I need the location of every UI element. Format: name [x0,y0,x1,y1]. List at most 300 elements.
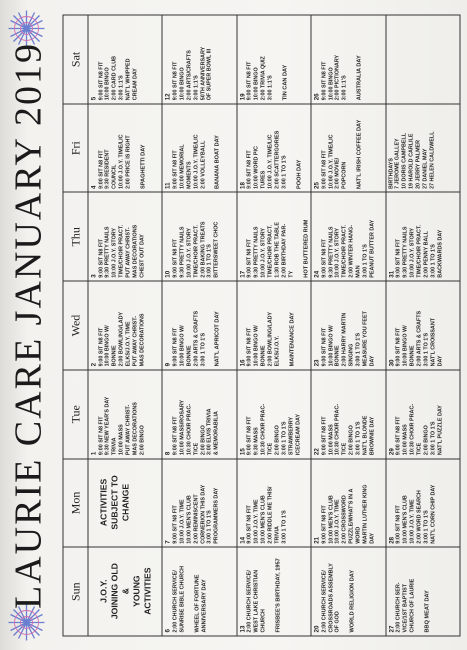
activity-line: 2:00 CHURCH SERVICE/ [171,569,178,632]
activity-line: 2:00 BINGO [273,424,280,455]
activity-line: OF GOD [334,610,341,632]
day-number: 1 [90,451,97,455]
day-number: 14 [238,536,246,544]
day-cell [236,103,310,192]
weekday-header: Tue [63,369,88,458]
activity-line: MEASURE YOU FEET [362,310,369,366]
day-cell [88,369,162,458]
activity-line: DAY [436,355,443,366]
day-number: 11 [164,181,172,189]
activity-line: 9:00 SIT N8 FIT [395,238,402,278]
activity-line: 3:00 1:1'S [118,74,125,100]
activity-line: MAS DECORATIONS [138,312,145,366]
day-cell [311,103,385,192]
activity-line: NAT'L WHIPPED [125,57,132,100]
activity-line: PEANUT BUTTER DAY [369,219,376,278]
activity-line: BONNIE [111,344,118,366]
day-number: 18 [238,181,246,189]
day-cell [162,192,236,281]
activity-line: SINGING [348,343,355,366]
day-cell [236,15,310,104]
calendar-grid [62,14,460,636]
activity-line: 1:30 ROB THE TABLE [273,221,280,278]
day-number: 29 [387,447,395,455]
activity-line: 2:00 WORD SEARCH [415,489,422,544]
day-cell [88,192,162,281]
activity-line: 2:00 BINGO [138,424,145,455]
activity-line: 10:00 BINGO W/ [178,324,185,366]
activity-line: TURES [260,170,267,189]
activity-line: CROSSROADS ASSEMBLY [327,562,334,632]
activity-line: 10:00 MEN'S CLUB [401,494,408,544]
activity-line: 2:00 REMINISCENT [192,493,199,544]
weekday-header: Sun [63,547,88,636]
day-cell [385,458,459,547]
day-cell [311,369,385,458]
activity-line: 2:00 BOWLING/LADY [118,311,125,366]
day-observance: MAINTENANCE DAY [288,311,295,366]
activity-line: STRAWBERRY [287,416,294,455]
activity-line: BIRTHDAYS [387,157,394,189]
day-cell [162,369,236,458]
activity-line: 9:00 SIT N8 FIT [320,327,327,366]
activity-line: 10:00 WORD PIC [253,145,260,189]
activity-line: 2:00 RIDDLE ME THIS/ [267,486,273,544]
cell-heading: & [120,587,130,594]
activity-line: 10:00 J.O.Y. TIME/LIC [267,133,273,189]
day-cell [88,103,162,192]
activity-line: 9:00 SIT N8 FIT [171,149,178,189]
day-cell [311,458,385,547]
activity-line: 10:30 CHOIR PRAC- [185,403,192,455]
activity-line: 3:00 1 TO 1'S [206,509,213,544]
day-number: 20 [313,625,321,632]
cell-heading: CHANGE [120,483,130,521]
day-number: 30 [387,359,395,366]
activity-line: 10:00 J.O.Y. STORY [260,227,267,278]
activity-line: 9:00 SIT N8 FIT [97,238,104,278]
activity-line: BROWNIE DAY [369,416,376,455]
activity-line: 2:00 CHURCH SERVICE/ [320,569,327,632]
activity-line: 2:00 TRIVIA QUIZ [260,55,267,100]
day-cell [162,15,236,104]
activity-line: 9:00 SIT N8 FIT [246,238,253,278]
activity-line: CORNER/ON THIS DAY [199,484,206,544]
day-number: 31 [387,270,395,278]
activity-line: 9:30 PRETTY NAILS [104,226,111,278]
activity-line: 9:00 SIT N8 FIT [395,504,402,544]
activity-line: TICE [267,442,273,455]
activity-line: SUNRISE BIBLE CHURCH [178,565,185,632]
activity-line: 2:00 CHURCH SERVICE/ [246,569,253,632]
activity-line: 10:00 MASS/ROSARY [178,399,185,455]
activity-line: 2:00 WINTER HANG- [348,224,355,278]
activity-line: 2:00 HARRY MARTIN [341,312,348,366]
day-number: 28 [387,536,395,544]
day-cell [311,192,385,281]
spacer [186,549,194,632]
day-number: 2 [90,362,97,366]
activity-line: MARTIN LUTHER KING [362,484,369,544]
calendar-weeks [88,15,460,636]
spacer [206,106,214,189]
activity-line: TICE [341,442,348,455]
activity-line: 3:00 1 TO 1'S [355,332,362,366]
week-row [311,15,385,636]
activity-line: 9:00 SIT N8 FIT [320,415,327,455]
week-row [162,15,236,636]
activity-line: 9:00 SIT N8 FIT [171,504,178,544]
day-number: 3 [90,273,97,278]
activity-line: 10:00 BINGO W/ [401,324,408,366]
cell-heading: SUBJECT TO [109,474,119,530]
week-row [236,15,310,636]
activity-line: ICECREAM DAY [294,413,301,455]
activity-line: 2:00 CHURCH SER- [395,581,402,632]
activity-line: 9:30 NEW YEAR'S DAY [104,396,111,455]
activity-line: 2:00 BAKING TREATS [199,220,206,278]
day-cell [162,281,236,370]
activity-line: 2:00 CARD CLUB [111,55,118,100]
activity-line: MOMENTS [185,160,192,189]
activity-line: 7 JEROME GALLEY [394,137,401,189]
day-observance: TIN CAN DAY [281,64,288,100]
activity-line: DAY [369,355,376,366]
day-observance: BANANA BOAT DAY [214,134,221,189]
activity-line: 9:00 SIT N8 FIT [97,327,104,366]
day-cell [236,547,310,636]
activity-line: 2:00 PENNY BALL [422,230,429,278]
activity-line: 3:00 1 TO 1'S [422,509,429,544]
activity-line: 10:30 CHOIR PRAC- [334,403,341,455]
day-cell [385,192,459,281]
spacer [267,549,275,632]
activity-line: 3:00 1 TO 1'S [280,509,287,544]
spacer [288,106,296,189]
activity-line: 10:00 BINGO [327,66,334,100]
activity-line: 3:00 1 TO 1'S [206,243,213,278]
cell-heading: JOINING OLD [109,562,119,619]
activity-line: 27 DANIEL MAY [422,148,429,189]
activity-line: 2:00 ARTS & CRAFTS [192,310,199,366]
day-observance: NAT'L IRISH COFFEE DAY [356,119,363,189]
activity-line: ELKS/J.O.Y. TIME [125,320,132,366]
day-cell [236,192,310,281]
activity-line: 10:00 J.O.Y. STORY [185,227,192,278]
activity-line: 10:00 J.O.Y. TIME/LIC [118,133,125,189]
activity-line: PUZZLE/WHAT'S IN A [348,488,355,544]
activity-line: 2:00 ARTS & CRAFTS [415,310,422,366]
activity-line: 2:00 MOVIE/ [334,157,341,189]
activity-line: TIME/CHOIR PRACT. [341,224,348,278]
activity-line: 3:00 1:1'S [192,74,199,100]
activity-line: 9:00 SIT N8 FIT [246,149,253,189]
day-cell [162,547,236,636]
activity-line: 9:00 SIT N8 FIT [171,415,178,455]
activity-line: TRIVIA [273,525,280,544]
activity-line: COUNCIL [111,163,118,189]
activity-line: 3:00 1 TO 1'S [355,421,362,455]
day-observance: WHEEL OF FORTUNE ANNIVERSARY DAY [193,573,207,632]
activity-line: 3:00 1 TO 1'S [280,421,287,455]
day-number: 13 [238,625,246,632]
day-number: 26 [313,92,321,100]
activity-line: 10:00 J.O.Y. STORY [408,227,415,278]
day-number: 24 [313,270,321,278]
activity-line: 3:00 1 TO 1'S [422,332,429,366]
day-number: 12 [164,92,172,100]
activity-line: BACKWARDS DAY [436,229,443,278]
activity-line: 2:00 CROSSWORD [341,494,348,544]
activity-line: NAT'L CROISSANT [429,317,436,366]
day-number: 17 [238,270,246,278]
activity-line: 20 JERRY PALMER [415,139,422,189]
day-cell [385,281,459,370]
day-number: 4 [90,185,97,189]
activity-line: 10:30 CHOIR PRAC- [408,403,415,455]
day-observance: SPAGHETTI DAY [140,144,147,189]
activity-line: VICE/1ST BAPTIST [401,583,408,632]
activity-line: PROGRAMMERS DAY [213,487,220,544]
activity-line: 2:00 PICTIONARY [334,54,341,100]
activity-line: 3:00 1 TO 1'S [429,243,436,278]
activity-line: 10:00 MEN'S CLUB [185,494,192,544]
activity-line: 10:00 BINGO [178,66,185,100]
day-cell [311,281,385,370]
activity-line: BONNIE [334,344,341,366]
activity-line: 10:00 MEN'S CLUB [327,494,334,544]
day-cell [162,103,236,192]
activity-line: 9:00 SIT N8 FIT [320,238,327,278]
activity-line: 27 HELEN CALDWELL [429,130,435,189]
activity-line: 10:00 MEN'S CLUB [260,494,267,544]
day-cell [88,547,162,636]
activity-line: 2:00 BINGO [422,424,429,455]
activity-line: 3:00 ELVIS TRIVIA [206,407,213,455]
spacer [341,549,349,632]
activity-line: BONNIE [185,344,192,366]
activity-line: 2:00 BINGO [348,424,355,455]
activity-line: NAT'L CORN CHIP DAY [429,484,436,544]
day-cell [236,458,310,547]
day-observance: POOH DAY [295,159,302,189]
spacer [206,283,214,366]
day-number: 7 [164,539,172,544]
day-number: 16 [238,359,246,366]
activity-line: 9:00 SIT N8 FIT [97,61,104,100]
spacer [274,17,282,100]
activity-line: 2:00 SCATTERGORIES [273,130,280,189]
activity-line: 2:00 BOWLING/LADY [267,311,273,366]
weekday-header: Wed [63,281,88,370]
activity-line: WEST LAKE CHRISTIAN [253,569,260,632]
day-observance: AUSTRALIA DAY [356,54,363,100]
weekday-header: Thu [63,192,88,281]
activity-line: 9:00 SIT N8 FIT [171,238,178,278]
activity-line: 9:30 PRETTY NAILS [253,226,260,278]
day-cell [88,281,162,370]
day-number: 27 [387,625,395,632]
day-observance: FRISBEE'S BIRTHDAY, 1957 [275,557,281,632]
activity-line: 9:30 PRETTY NAILS [178,226,185,278]
activity-line: TY [287,270,294,278]
activity-line: 9:00 SIT N8 FIT [171,327,178,366]
activity-line: 10:00 BINGO W/ [104,324,111,366]
day-cell [88,458,162,547]
calendar-title: LAURIE CARE JANUARY 2019 [7,41,49,609]
activity-line: 10:00 J.O.Y. TIME [253,498,260,544]
day-number: 21 [313,536,321,544]
activity-line: CREAM DAY [132,67,139,100]
activity-line: ELKS/J.O.Y. [273,335,280,366]
activity-line: 3:00 1:1'S [267,74,273,100]
weekday-header: Mon [63,458,88,547]
activity-line: TIME/CHOIR PRACT. [118,224,125,278]
day-number: 25 [313,181,321,189]
activity-line: 9:00 SIT N8 FIT [97,415,104,455]
activity-line: MAS DECORATIONS [132,401,139,455]
activity-line: POPCORN [341,161,348,189]
activity-line: 9:30 MASS [253,426,260,455]
day-number: 22 [313,447,321,455]
activity-line: 10:00 BINGO W/ [253,324,260,366]
week-row [88,15,162,636]
activity-line: 9:30 PRETTY NAILS [401,226,408,278]
activity-line: 2:00 PRICE IS RIGHT [125,134,132,189]
activity-line: TIME/CHOIR PRACT. [267,224,273,278]
activity-line: BITTERSWEET CHOC [213,221,220,278]
day-cell [236,369,310,458]
activity-line: 3:00 1 TO 1'S [362,243,369,278]
activity-line: 9:00 SIT N8 FIT [97,149,104,189]
activity-line: 9:00 SIT N8 FIT [246,327,253,366]
activity-line: MAS DECORATIONS [132,224,139,278]
activity-line: DAY [369,532,376,544]
activity-line: TIME/CHOIR PRACT. [415,224,422,278]
activity-line: TRIVIA [111,436,118,455]
activity-line: 3:00 1:1'S [341,74,348,100]
activity-line: CHURCH OF LAURIE [408,578,415,632]
day-number: 23 [313,359,321,366]
day-number: 10 [164,270,172,278]
activity-line: 9:00 SIT N8 FIT [320,61,327,100]
activity-line: 9:00 SIT N8 FIT [246,415,253,455]
activity-line: 9:00 SIT N8 FIT [320,504,327,544]
spacer [416,549,424,632]
day-observance: WORLD RELIGION DAY [349,569,356,632]
day-cell [88,15,162,104]
activity-line: 9:00 SIT N8 FIT [246,61,253,100]
activity-line: TICE [415,442,422,455]
activity-line: 9:00 SIT N8 FIT [171,61,178,100]
activity-line: CHEST OUT DAY [138,233,145,278]
activity-line: 19 HAROLD CARLILE [408,133,415,189]
day-number: 8 [164,451,172,455]
day-number: 15 [238,447,246,455]
activity-line: 10:00 MASS [327,423,334,455]
day-number: 6 [164,628,172,632]
activity-line: 10:00 J.O.Y. TIME [334,498,341,544]
activity-line: 10 DORIS CAMPBELL [401,132,408,189]
activity-line: PUT AWAY CHRIST- [125,226,132,278]
activity-line: 10:00 J.O.Y. TIME [408,498,415,544]
activity-line: NAT'L BLONDE [362,415,369,455]
day-cell [311,15,385,104]
activity-line: TICE [192,442,199,455]
day-number: 9 [164,362,172,366]
activity-line: 9:30 PRETTY NAILS [327,226,334,278]
week-row [385,15,459,636]
activity-line: BONNIE [260,344,267,366]
activity-line: 10:00 BINGO [253,66,260,100]
activity-line: 10:00 BINGO W/ [327,324,334,366]
activity-line: 10:00 MASS [118,423,125,455]
activity-line: PUT AWAY CHRIST- [132,315,139,366]
activity-line: PUT AWAY CHRIST- [125,404,132,455]
activity-line: 3:00 1 TO 1'S [199,332,206,366]
activity-line: OF SUPER BOWL III [206,48,213,100]
activity-line: WORD [355,526,362,544]
day-cell [385,547,459,636]
activity-line: 3:00 1 TO 1'S [280,154,287,189]
day-cell [311,547,385,636]
day-observance: HOT BUTTERED RUM [302,219,309,278]
activity-line: 9:00 SIT N8 FIT [246,504,253,544]
spacer [348,106,356,189]
day-observance: NAT'L APRICOT DAY [214,310,221,366]
activity-line: 10:00 J.O.Y. STORY [111,227,118,278]
activity-line: 2:00 ARTS/CRAFTS [185,49,192,100]
activity-line: 10:00 J.O.Y. TIME/LIC [327,133,334,189]
spacer [281,283,289,366]
weekday-header: Sat [63,15,88,104]
day-observance: BBQ MEAT DAY [423,589,430,632]
day-cell [385,103,459,192]
day-cell [385,15,459,104]
cell-heading: ACTIVITIES [142,567,152,615]
activity-line: 9:00 SIT N8 FIT [395,327,402,366]
spacer [348,17,356,100]
activity-line: 10:00 BINGO [104,66,111,100]
activity-line: 3:00 1 TO 1'S [429,421,436,455]
activity-line: NAT'L PUZZLE DAY [436,404,443,455]
weekday-header: Fri [63,103,88,192]
activity-line: 10:30 CHOIR PRAC- [260,403,267,455]
day-cell [385,369,459,458]
spacer [295,194,303,277]
day-cell [162,458,236,547]
activity-line: TIME/CHOIR PRACT. [192,224,199,278]
day-number: 5 [90,96,97,100]
activity-line: 10:00 J.O.Y. STORY [334,227,341,278]
cell-heading: J.O.Y. [98,578,108,603]
day-number: 19 [238,92,246,100]
activity-line: 10:00 MEMORIAL [178,143,185,189]
activity-line: 2:00 BIRTHDAY PAR- [280,223,287,278]
activity-line: BONNIE [408,344,415,366]
spacer [132,106,140,189]
activity-line: MAN [355,264,362,278]
activity-line: 10:00 J.O.Y. TIME [178,498,185,544]
activity-line: 10:00 MASS [401,423,408,455]
activity-line: 2:00 BINGO [199,424,206,455]
cell-heading: YOUNG [131,574,141,607]
day-cell [236,281,310,370]
activity-line: & MEMORABILIA [213,410,220,455]
weekday-header-row [63,15,88,636]
activity-line: 9:00 SIT N8 FIT [395,415,402,455]
activity-line: 9:00 SIT N8 FIT [320,149,327,189]
